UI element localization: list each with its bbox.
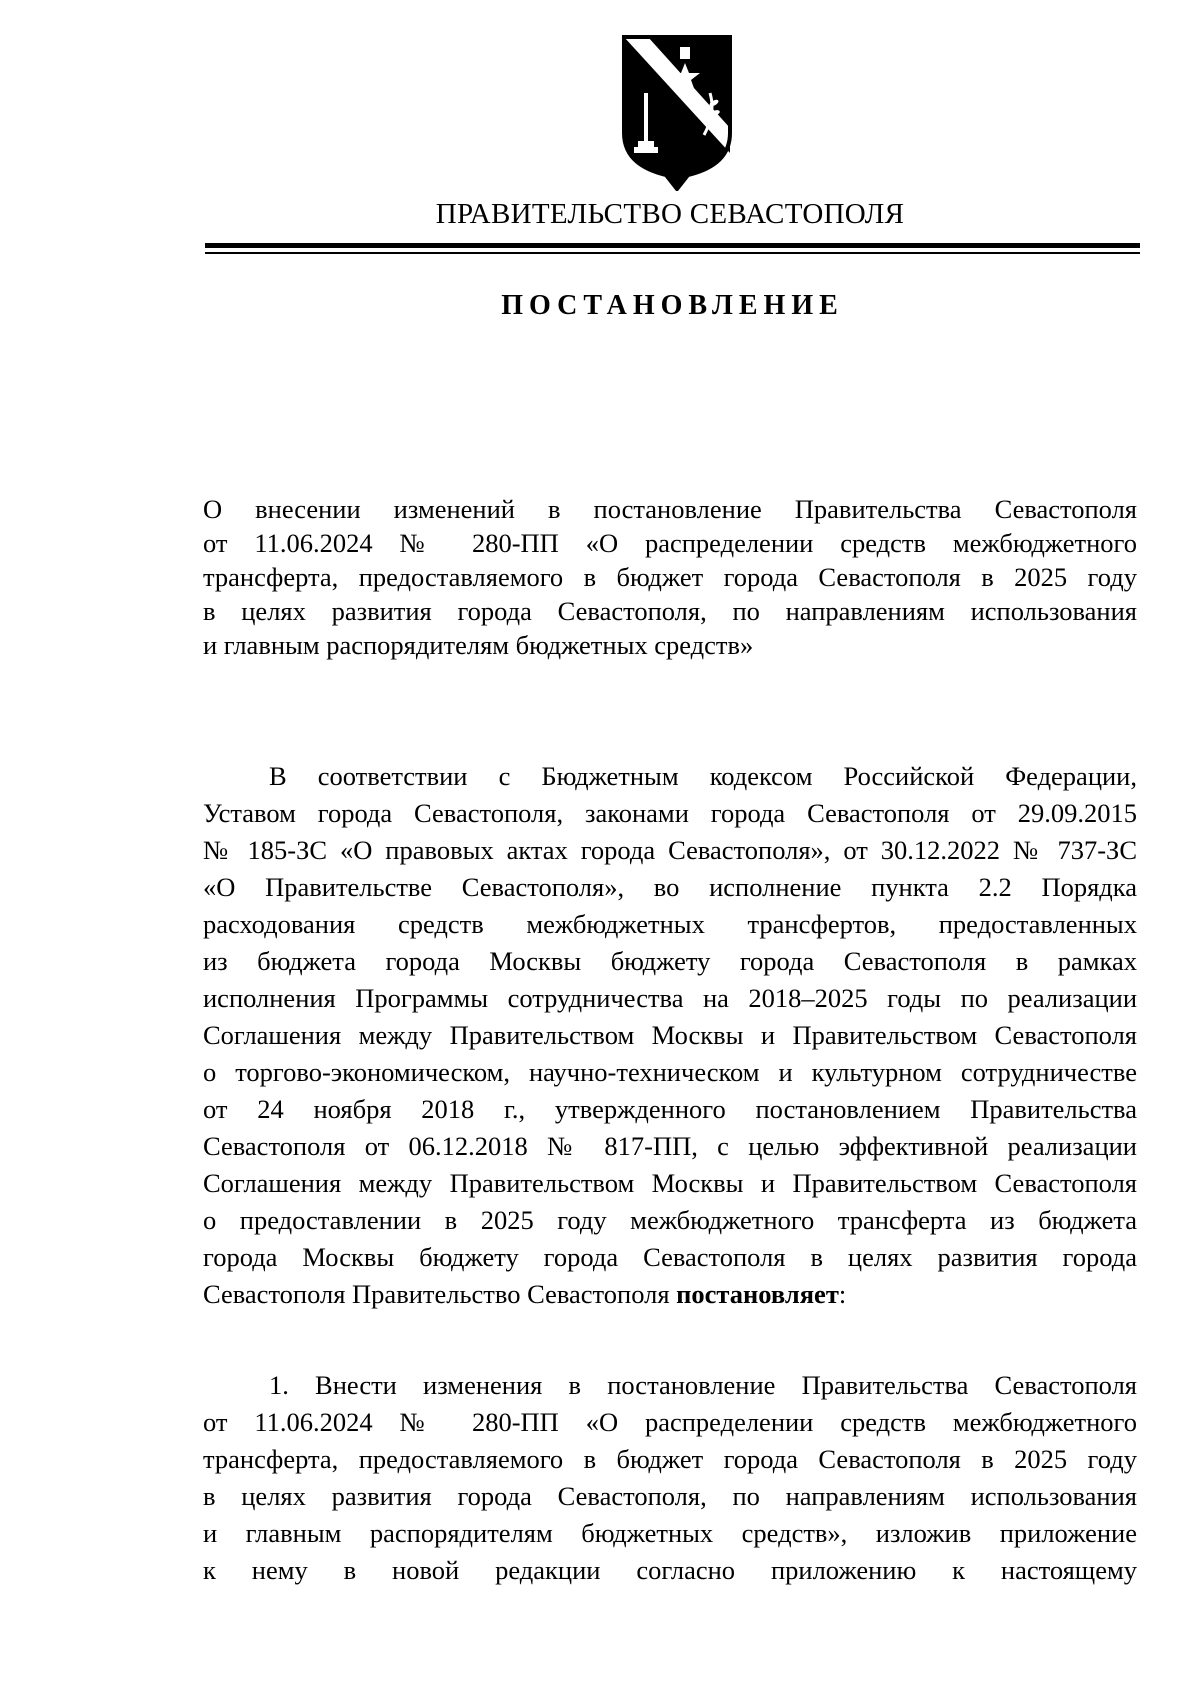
preamble-line: из бюджета города Москвы бюджету города Севастополя в рамках: [203, 946, 1137, 976]
preamble-line: Севастополя от 06.12.2018 № 817-ПП, с целью эффективной реализации: [203, 1131, 1137, 1161]
preamble-last-line-text: Севастополя Правительство Севастополя: [203, 1279, 677, 1309]
preamble-line: города Москвы бюджету города Севастополя в целях развития города: [203, 1242, 1137, 1272]
preamble-line: «О Правительстве Севастополя», во исполнение пункта 2.2 Порядка: [203, 872, 1137, 902]
sevastopol-coat-of-arms-icon: [618, 33, 736, 191]
preamble-line: о предоставлении в 2025 году межбюджетного трансферта из бюджета: [203, 1205, 1137, 1235]
subject-line: от 11.06.2024 № 280-ПП «О распределении средств межбюджетного: [203, 528, 1137, 558]
preamble-paragraph: [203, 758, 1137, 1313]
item-line: и главным распорядителям бюджетных средств», изложив приложение: [203, 1518, 1137, 1548]
item-line: 1. Внести изменения в постановление Правительства Севастополя: [269, 1370, 1137, 1400]
item-1-paragraph: [203, 1367, 1137, 1589]
document-subject: [203, 492, 1137, 662]
header-divider-thin: [205, 252, 1140, 254]
header-divider-thick: [205, 243, 1140, 248]
document-type-heading: ПОСТАНОВЛЕНИЕ: [501, 290, 844, 321]
item-line: в целях развития города Севастополя, по направлениям использования: [203, 1481, 1137, 1511]
preamble-line: № 185-ЗС «О правовых актах города Севастополя», от 30.12.2022 № 737-ЗС: [203, 835, 1137, 865]
resolves-keyword: постановляет: [676, 1279, 839, 1309]
preamble-line: расходования средств межбюджетных трансфертов, предоставленных: [203, 909, 1137, 939]
preamble-line: Уставом города Севастополя, законами города Севастополя от 29.09.2015: [203, 798, 1137, 828]
preamble-line: исполнения Программы сотрудничества на 2018–2025 годы по реализации: [203, 983, 1137, 1013]
preamble-line: В соответствии с Бюджетным кодексом Российской Федерации,: [269, 761, 1137, 791]
organization-title: ПРАВИТЕЛЬСТВО СЕВАСТОПОЛЯ: [435, 198, 905, 230]
item-line: к нему в новой редакции согласно приложению к настоящему: [203, 1555, 1137, 1585]
subject-line: в целях развития города Севастополя, по направлениям использования: [203, 596, 1137, 626]
item-line: от 11.06.2024 № 280-ПП «О распределении средств межбюджетного: [203, 1407, 1137, 1437]
subject-line: трансферта, предоставляемого в бюджет города Севастополя в 2025 году: [203, 562, 1137, 592]
preamble-line: Соглашения между Правительством Москвы и Правительством Севастополя: [203, 1020, 1137, 1050]
preamble-line: Соглашения между Правительством Москвы и Правительством Севастополя: [203, 1168, 1137, 1198]
item-line: трансферта, предоставляемого в бюджет города Севастополя в 2025 году: [203, 1444, 1137, 1474]
preamble-last-line: [203, 1276, 1137, 1313]
preamble-line: от 24 ноября 2018 г., утвержденного постановлением Правительства: [203, 1094, 1137, 1124]
preamble-last-line-colon: :: [838, 1279, 847, 1309]
preamble-line: о торгово-экономическом, научно-техническом и культурном сотрудничестве: [203, 1057, 1137, 1087]
subject-line: и главным распорядителям бюджетных средств»: [203, 630, 754, 660]
subject-line: О внесении изменений в постановление Правительства Севастополя: [203, 494, 1137, 524]
